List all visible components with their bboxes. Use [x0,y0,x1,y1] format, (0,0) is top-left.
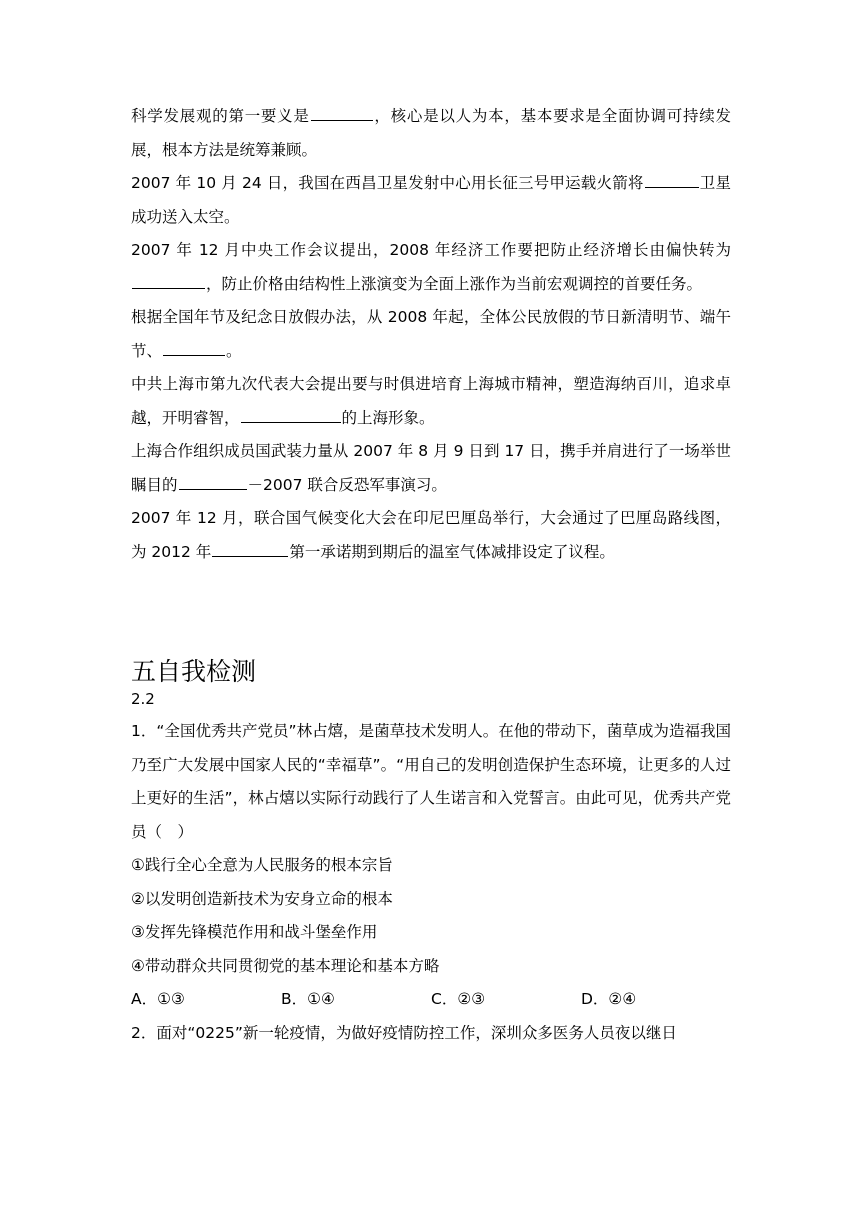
fill-in-text: 根据全国年节及纪念日放假办法，从 2008 年起，全体公民放假的节日新清明节、端午节、 [131,308,731,360]
question-1-statement: ②以发明创造新技术为安身立命的根本 [131,889,393,908]
question-1-stem: 1．“全国优秀共产党员”林占熺，是菌草技术发明人。在他的带动下，菌草成为造福我国乃至广大发展中国家人民的“幸福草”。“用自己的发明创造保护生态环境，让更多的人过上更好的生活”，林占熺以实际行动践行了人生诺言和入党誓言。由此可见，优秀共产党员（ ） [131,722,731,841]
fill-in-text: 科学发展观的第一要义是 [131,107,310,125]
answer-blank [179,474,247,490]
document-content [131,100,731,1050]
fill-in-item-3 [131,234,731,301]
fill-in-text: 中共上海市第九次代表大会提出要与时俱进培育上海城市精神，塑造海纳百川，追求卓越，开明睿智， [131,375,731,427]
answer-blank [645,172,699,188]
question-2-stem: 2．面对“0225”新一轮疫情，为做好疫情防控工作，深圳众多医务人员夜以继日 [131,1023,677,1042]
fill-in-text: 第一承诺期到期后的温室气体减排设定了议程。 [289,542,615,561]
fill-in-text: 卫星成功送入太空。 [131,174,731,226]
option-b[interactable]: B．①④ [281,990,335,1008]
fill-in-text: 的上海形象。 [341,408,435,427]
question-1-statement: ③发挥先锋模范作用和战斗堡垒作用 [131,923,378,941]
fill-in-text: ，核心是以人为本，基本要求是全面协调可持续发展，根本方法是统筹兼顾。 [131,107,731,159]
section-score: 2.2 [131,690,155,708]
question-1-statement: ①践行全心全意为人民服务的根本宗旨 [131,856,393,874]
fill-in-item-5 [131,368,731,435]
question-1-options [131,983,731,1017]
option-a[interactable]: A．①③ [131,990,185,1008]
answer-blank [212,541,288,557]
fill-in-text: ，防止价格由结构性上涨演变为全面上涨作为当前宏观调控的首要任务。 [206,274,703,293]
fill-in-text: 2007 年 12 月中央工作会议提出，2008 年经济工作要把防止经济增长由偏快转为 [131,241,731,259]
fill-in-text: 2007 年 12 月，联合国气候变化大会在印尼巴厘岛举行，大会通过了巴厘岛路线图，为 2012 年 [131,509,731,561]
fill-in-item-4 [131,301,731,368]
option-c[interactable]: C．②③ [431,990,486,1008]
fill-in-item-1 [131,100,731,167]
fill-in-text: 上海合作组织成员国武装力量从 2007 年 8 月 9 日到 17 日，携手并肩进行了一场举世瞩目的 [131,442,731,494]
answer-blank [241,407,341,423]
answer-blank [163,340,225,356]
question-1-statement: ④带动群众共同贯彻党的基本理论和基本方略 [131,956,440,975]
fill-in-text: 。 [226,341,242,360]
fill-in-item-2 [131,167,731,234]
answer-blank [132,273,205,289]
option-d[interactable]: D．②④ [581,990,637,1008]
fill-in-text: 2007 年 10 月 24 日，我国在西昌卫星发射中心用长征三号甲运载火箭将 [131,174,644,192]
section-title: 五自我检测 [131,657,257,686]
vertical-spacer [131,569,731,655]
fill-in-text: －2007 联合反恐军事演习。 [247,475,447,494]
answer-blank [311,105,373,121]
fill-in-item-7 [131,502,731,569]
fill-in-item-6 [131,435,731,502]
